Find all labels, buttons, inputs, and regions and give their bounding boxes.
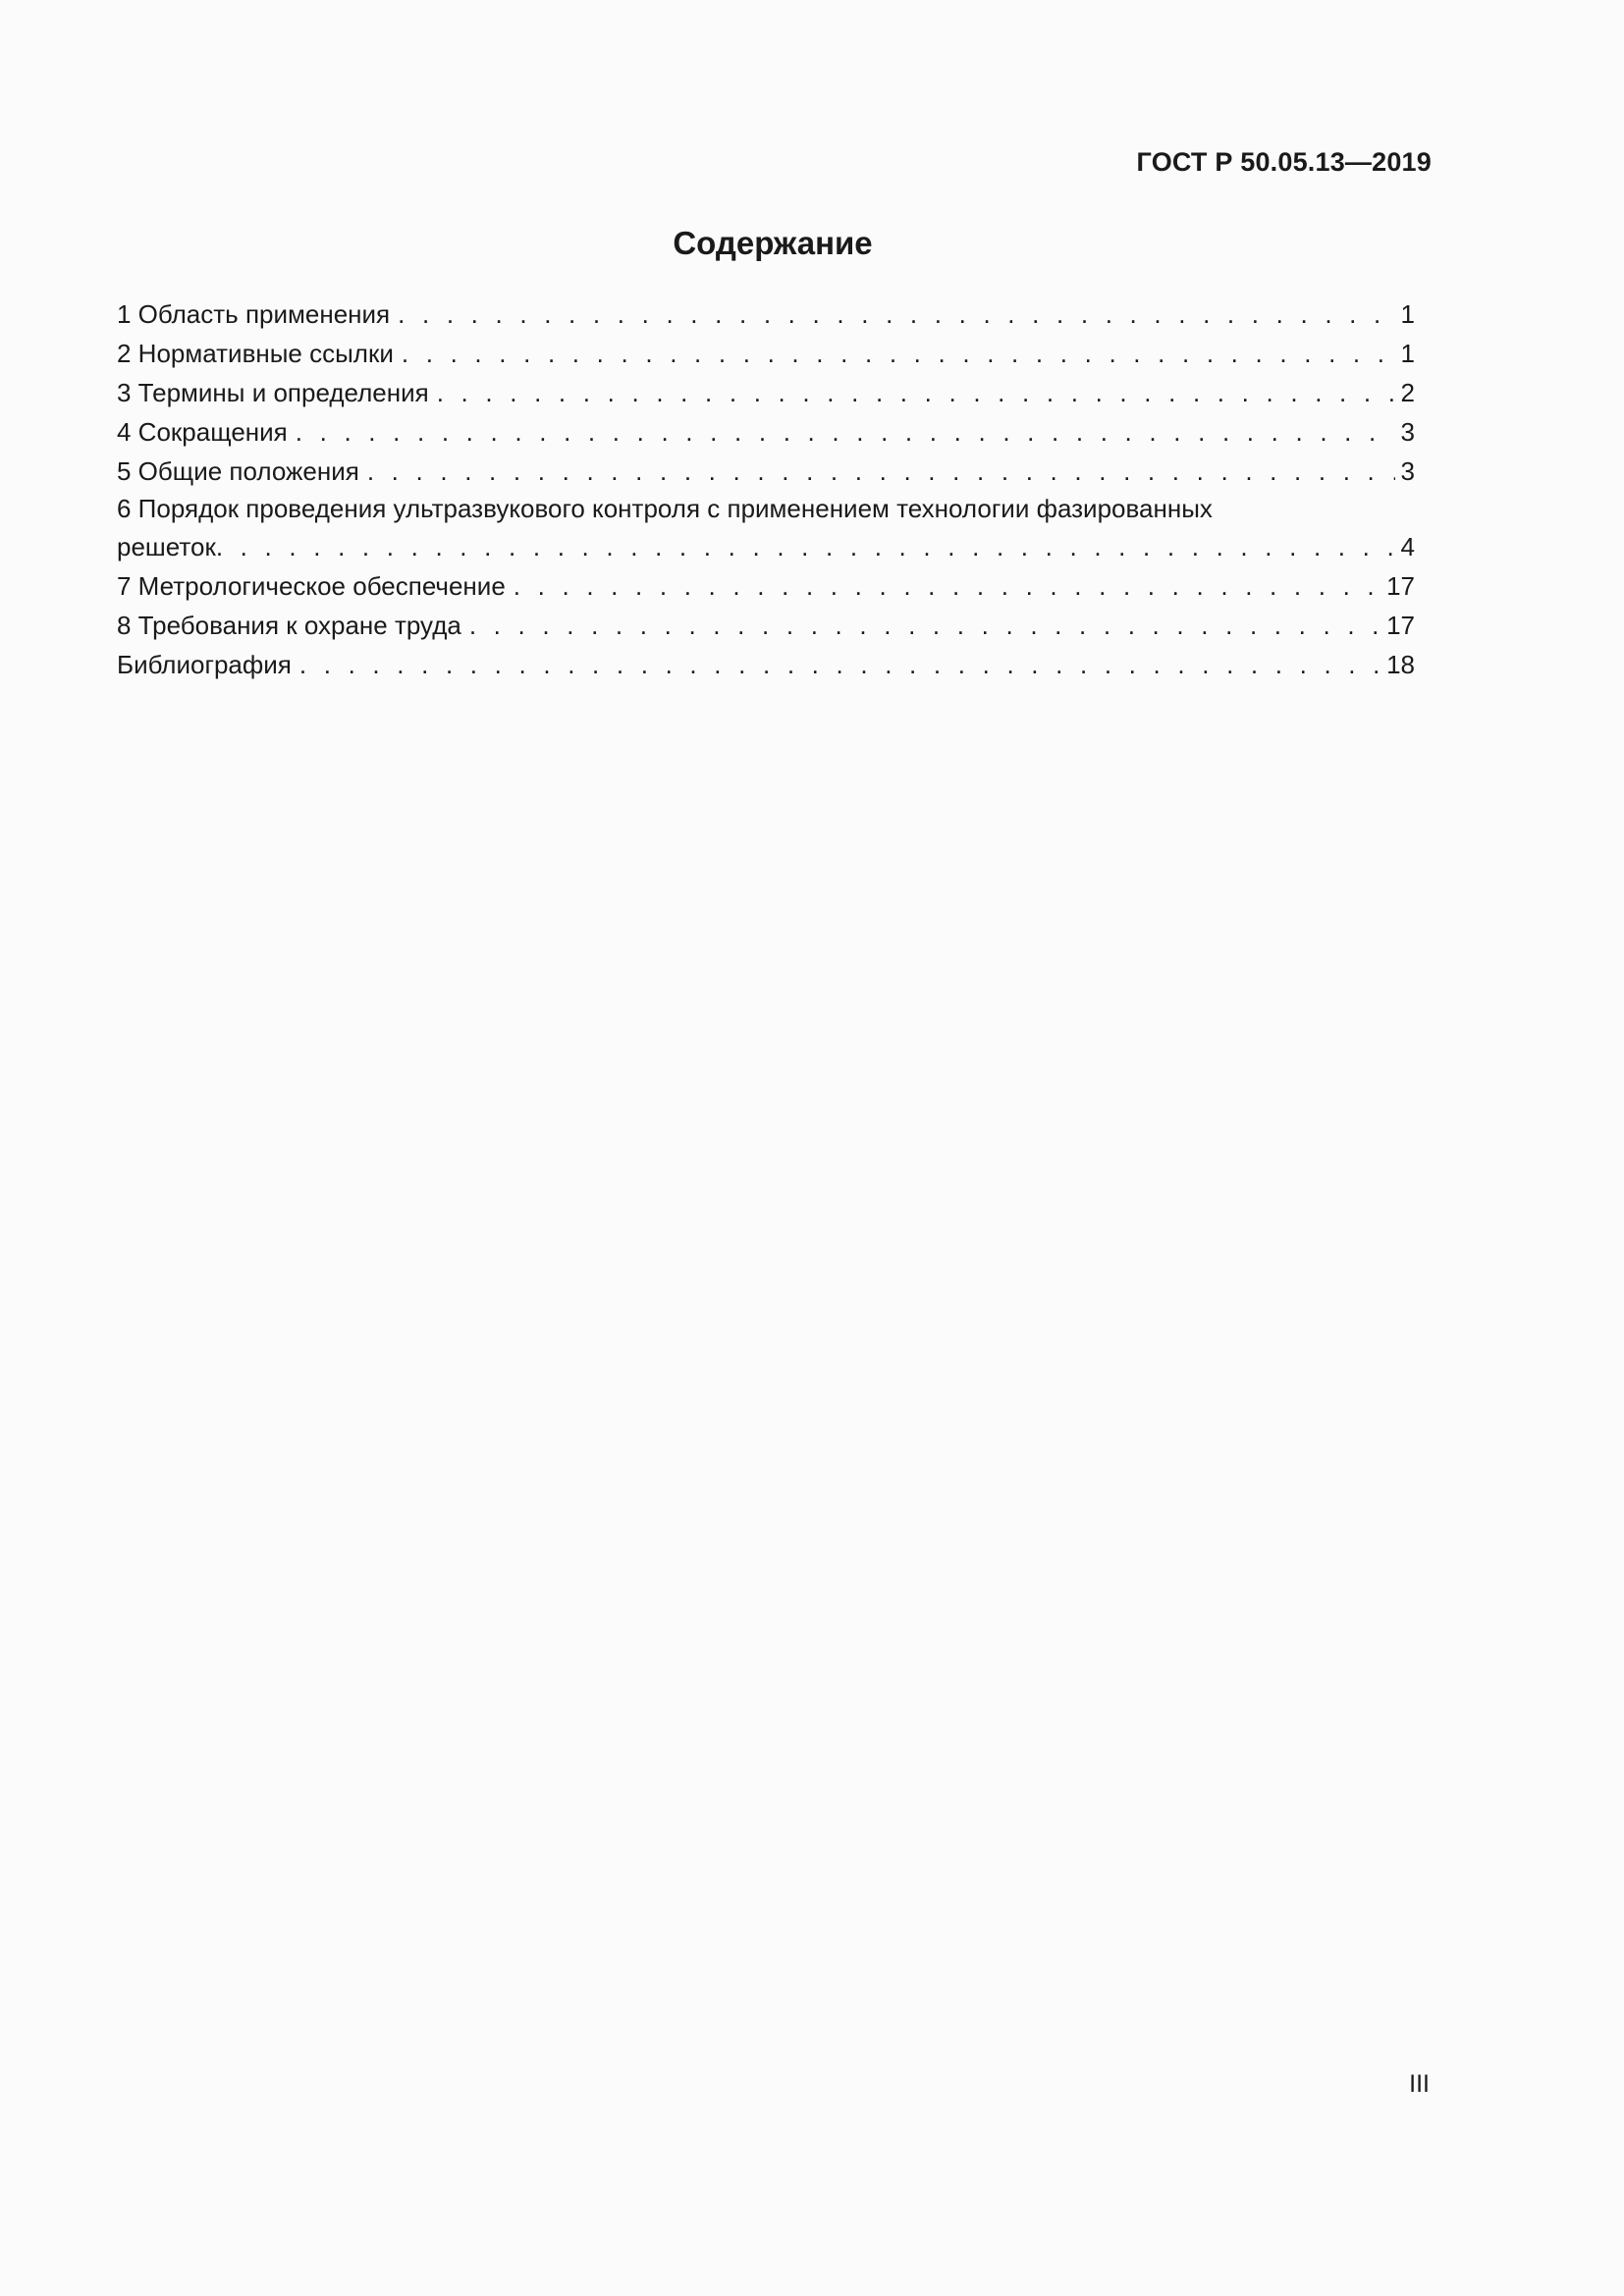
toc-entry-scope[interactable]: [117, 294, 1415, 334]
dot-leader: [402, 334, 1395, 373]
toc-entry-bibliography[interactable]: [117, 645, 1415, 684]
toc-entry-page: 3: [1400, 417, 1415, 447]
dot-leader: [437, 373, 1395, 412]
toc-entry-page: 4: [1400, 532, 1415, 561]
toc-entry-metrology[interactable]: [117, 566, 1415, 606]
toc-entry-page: 1: [1400, 339, 1415, 368]
dot-leader: [514, 566, 1380, 606]
toc-entry-label: 1 Область применения: [117, 299, 391, 329]
toc-entry-label-line2: решеток: [117, 532, 216, 561]
toc-entry-labor-safety[interactable]: [117, 606, 1415, 645]
toc-entry-page: 17: [1386, 611, 1415, 640]
toc-entry-label: Библиография: [117, 650, 292, 679]
toc-entry-label: 8 Требования к охране труда: [117, 611, 461, 640]
toc-entry-page: 1: [1400, 299, 1415, 329]
toc-entry-normative-references[interactable]: [117, 334, 1415, 373]
toc-title: Содержание: [673, 225, 873, 261]
page-number: III: [1409, 2070, 1430, 2098]
toc-entry-page: 18: [1386, 650, 1415, 679]
toc-entry-page: 2: [1400, 378, 1415, 407]
toc-entry-label: 7 Метрологическое обеспечение: [117, 571, 506, 601]
toc-entry-label: 5 Общие положения: [117, 456, 359, 486]
toc-entry-label-line1: 6 Порядок проведения ультразвукового контроля с применением технологии фазированных: [117, 494, 1213, 523]
dot-leader: [296, 412, 1395, 452]
dot-leader: [367, 452, 1395, 491]
dot-leader: [398, 294, 1394, 334]
toc-entry-page: 17: [1386, 571, 1415, 601]
table-of-contents: [117, 294, 1415, 684]
toc-entry-line2: [117, 527, 1415, 566]
dot-leader: [299, 645, 1380, 684]
dot-leader: [469, 606, 1380, 645]
toc-entry-testing-procedure[interactable]: [117, 491, 1415, 566]
toc-entry-general-provisions[interactable]: [117, 452, 1415, 491]
toc-entry-page: 3: [1400, 456, 1415, 486]
toc-entry-abbreviations[interactable]: [117, 412, 1415, 452]
document-code: ГОСТ Р 50.05.13—2019: [1136, 147, 1432, 177]
toc-entry-label: 3 Термины и определения: [117, 378, 429, 407]
dot-leader: [216, 527, 1395, 566]
toc-entry-label: 4 Сокращения: [117, 417, 288, 447]
toc-entry-terms[interactable]: [117, 373, 1415, 412]
toc-entry-label: 2 Нормативные ссылки: [117, 339, 394, 368]
